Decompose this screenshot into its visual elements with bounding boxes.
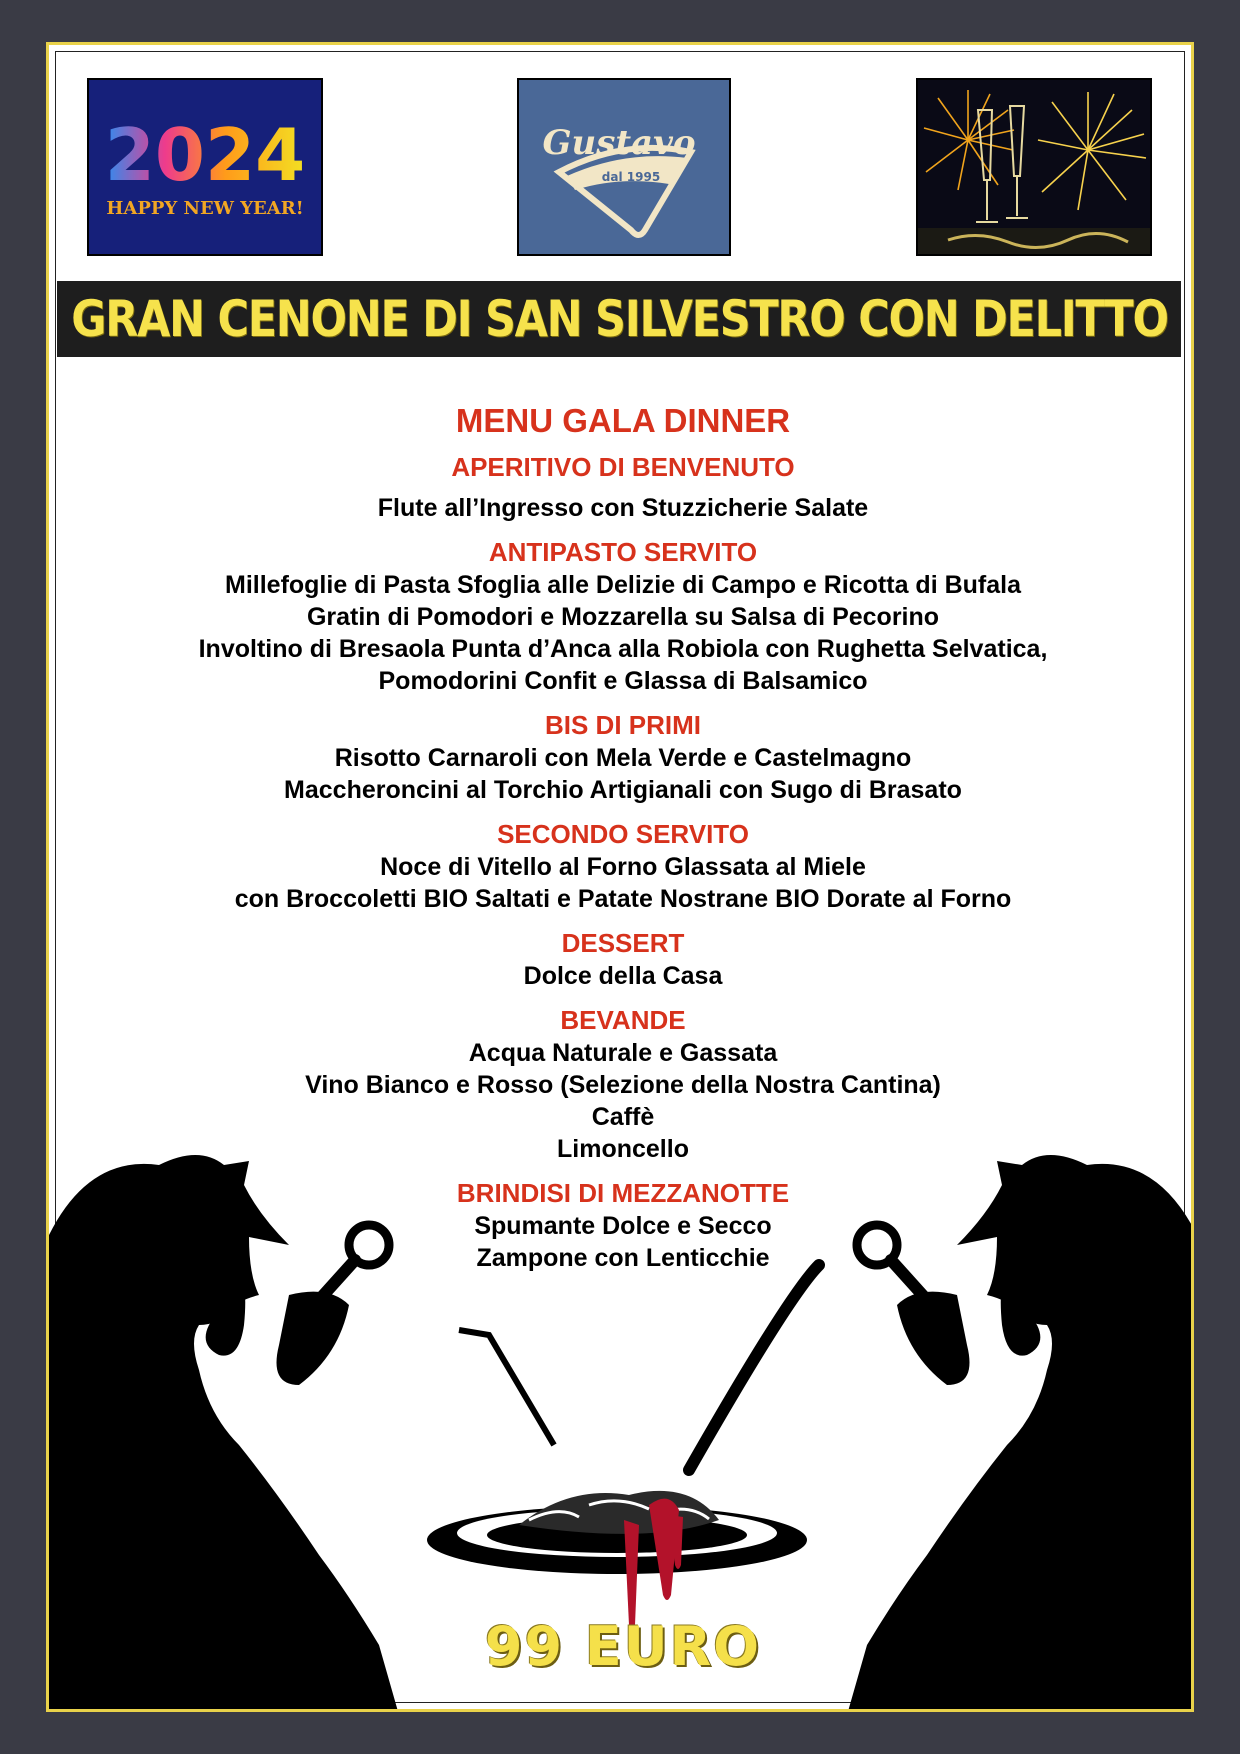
hand-icon	[277, 1292, 350, 1385]
brand-name-text: Gustavo	[542, 123, 696, 163]
menu-section	[49, 709, 1194, 806]
section-heading: ANTIPASTO SERVITO	[488, 537, 758, 567]
section-heading: DESSERT	[561, 928, 685, 958]
menu-section	[49, 927, 1194, 992]
menu-item: Risotto Carnaroli con Mela Verde e Castelmagno	[334, 744, 912, 772]
greeting-text: HAPPY NEW YEAR!	[106, 198, 304, 219]
fork-icon	[459, 1330, 554, 1445]
gustavo-logo	[517, 78, 731, 256]
section-heading: SECONDO SERVITO	[497, 819, 749, 849]
menu-item: con Broccoletti BIO Saltati e Patate Nostrane BIO Dorate al Forno	[234, 885, 1012, 913]
menu-item: Dolce della Casa	[523, 962, 723, 990]
firework-burst-icon	[924, 90, 1014, 190]
menu-content	[49, 401, 1194, 1286]
brand-since-text: dal 1995	[601, 170, 661, 184]
section-heading: BRINDISI DI MEZZANOTTE	[456, 1178, 790, 1208]
menu-item: Pomodorini Confit e Glassa di Balsamico	[378, 667, 868, 695]
knife-icon	[689, 1265, 819, 1470]
menu-poster	[46, 42, 1194, 1712]
menu-section	[49, 818, 1194, 915]
menu-item: Involtino di Bresaola Punta d’Anca alla Robiola con Rughetta Selvatica,	[198, 635, 1048, 663]
plate-icon	[427, 1491, 807, 1574]
menu-heading: MENU GALA DINNER	[455, 402, 791, 439]
menu-item: Noce di Vitello al Forno Glassata al Miele	[380, 853, 866, 881]
menu-section	[49, 1004, 1194, 1165]
menu-section	[49, 451, 1194, 524]
menu-item: Spumante Dolce e Secco	[474, 1212, 772, 1240]
fireworks-image	[916, 78, 1152, 256]
menu-item: Vino Bianco e Rosso (Selezione della Nostra Cantina)	[305, 1071, 941, 1099]
menu-item: Acqua Naturale e Gassata	[468, 1039, 778, 1067]
menu-item: Limoncello	[557, 1135, 689, 1163]
firework-burst-icon	[1038, 92, 1146, 210]
title-bar	[57, 281, 1181, 357]
menu-item: Flute all’Ingresso con Stuzzicherie Salate	[377, 494, 869, 522]
menu-item: Maccheroncini al Torchio Artigianali con Sugo di Brasato	[284, 776, 962, 804]
section-heading: BIS DI PRIMI	[544, 710, 701, 740]
section-heading: APERITIVO DI BENVENUTO	[451, 452, 795, 482]
menu-item: Zampone con Lenticchie	[476, 1244, 770, 1272]
menu-section	[49, 1177, 1194, 1274]
menu-item: Caffè	[591, 1103, 655, 1131]
year-text: 2024	[104, 113, 306, 197]
hand-icon	[897, 1292, 970, 1385]
menu-item: Millefoglie di Pasta Sfoglia alle Delizie di Campo e Ricotta di Bufala	[225, 571, 1021, 599]
price-label: 99 EURO	[484, 1615, 762, 1678]
page-title: GRAN CENONE DI SAN SILVESTRO CON DELITTO	[70, 290, 1168, 348]
section-heading: BEVANDE	[560, 1005, 686, 1035]
menu-item: Gratin di Pomodori e Mozzarella su Salsa di Pecorino	[306, 603, 940, 631]
happy-new-year-logo	[87, 78, 323, 256]
menu-section	[49, 536, 1194, 697]
